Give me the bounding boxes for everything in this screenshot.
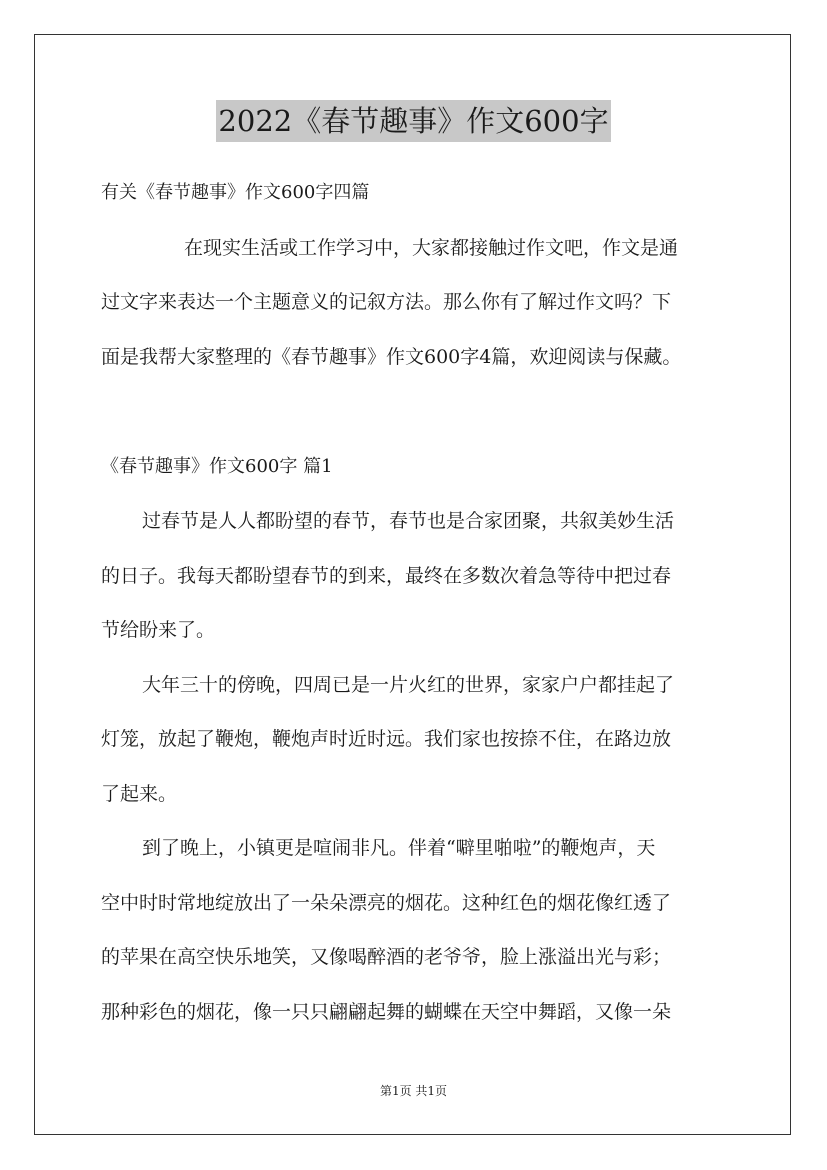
intro-line-1: 在现实生活或工作学习中，大家都接触过作文吧，作文是通	[184, 237, 679, 259]
title-block	[0, 100, 827, 142]
paragraph-3-line-3: 的苹果在高空快乐地笑，又像喝醉酒的老爷爷，脸上涨溢出光与彩；	[101, 946, 672, 968]
paragraph-1-line-1: 过春节是人人都盼望的春节，春节也是合家团聚，共叙美妙生活	[142, 510, 675, 532]
paragraph-2-line-2: 灯笼，放起了鞭炮，鞭炮声时近时远。我们家也按捺不住，在路边放	[101, 728, 672, 750]
paragraph-3-line-1: 到了晚上，小镇更是喧闹非凡。伴着“噼里啪啦”的鞭炮声，天	[142, 837, 656, 859]
paragraph-1-line-2: 的日子。我每天都盼望春节的到来，最终在多数次着急等待中把过春	[101, 565, 672, 587]
section-heading: 《春节趣事》作文600字 篇1	[101, 456, 333, 477]
document-title: 2022《春节趣事》作文600字	[216, 100, 610, 142]
document-subtitle: 有关《春节趣事》作文600字四篇	[101, 182, 370, 203]
intro-line-2: 过文字来表达一个主题意义的记叙方法。那么你有了解过作文吗？下	[101, 291, 672, 313]
paragraph-1-line-3: 节给盼来了。	[101, 619, 216, 641]
intro-line-3: 面是我帮大家整理的《春节趣事》作文600字4篇，欢迎阅读与保藏。	[101, 346, 682, 368]
paragraph-3-line-2: 空中时时常地绽放出了一朵朵漂亮的烟花。这种红色的烟花像红透了	[101, 892, 672, 914]
paragraph-2-line-3: 了起来。	[101, 783, 178, 805]
paragraph-3-line-4: 那种彩色的烟花，像一只只翩翩起舞的蝴蝶在天空中舞蹈，又像一朵	[101, 1001, 672, 1023]
paragraph-2-line-1: 大年三十的傍晚，四周已是一片火红的世界，家家户户都挂起了	[142, 674, 675, 696]
page-footer: 第1页 共1页	[379, 1084, 448, 1098]
